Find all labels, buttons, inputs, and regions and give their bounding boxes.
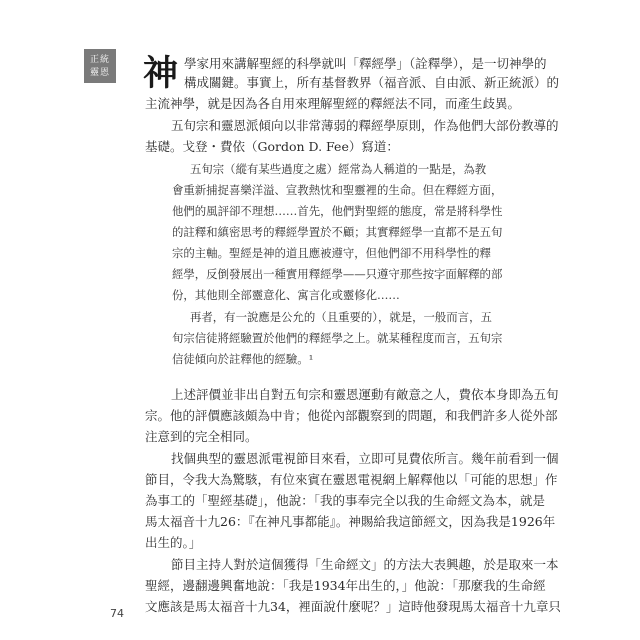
body-line: 聖經，邊翻邊興奮地說：「我是1934年出生的，」他說：「那麼我的生命經 [145, 578, 546, 593]
drop-cap: 神 [143, 53, 179, 94]
quote-line: 宗的主軸。聖經是神的道且應被遵守，但他們卻不用科學性的釋 [172, 246, 491, 260]
page-number: 74 [110, 607, 124, 620]
body-line: 主流神學，就是因為各自用來理解聖經的釋經法不同，而產生歧異。 [145, 96, 521, 111]
body-line: 找個典型的靈恩派電視節目來看，立即可見費依所言。幾年前看到一個 [171, 451, 559, 466]
body-line: 五旬宗和靈恩派傾向以非常薄弱的釋經學原則，作為他們大部份教導的 [171, 118, 559, 133]
body-line: 出生的。」 [145, 535, 202, 550]
body-line: 為事工的「聖經基礎」，他說：「我的事奉完全以我的生命經文為本，就是 [145, 493, 546, 508]
body-line: 宗。他的評價應該頗為中肯；他從內部觀察到的問題，和我們許多人從外部 [145, 408, 558, 423]
body-line: 文應該是馬太福音十九34，裡面說什麼呢？」這時他發現馬太福音十九章只 [145, 599, 561, 614]
body-line: 節目主持人對於這個獲得「生命經文」的方法大表興趣，於是取來一本 [171, 557, 559, 572]
body-line: 注意到的完全相同。 [145, 429, 258, 444]
badge-line-2: 靈恩 [89, 67, 110, 78]
chapter-tab-badge [84, 49, 116, 83]
body-line: 馬太福音十九26：『在神凡事都能』。神賜給我這節經文，因為我是1926年 [145, 514, 556, 529]
body-line: 構成關鍵。事實上，所有基督教界（福音派、自由派、新正統派）的 [184, 75, 560, 90]
quote-line: 旬宗信徒將經驗置於他們的釋經學之上。就某種程度而言，五旬宗 [172, 331, 503, 345]
quote-line: 份，其他則全部靈意化、寓言化或靈修化…… [172, 288, 400, 302]
body-line: 基礎。戈登・費依（Gordon D. Fee）寫道： [145, 139, 399, 154]
quote-line: 的註釋和縝密思考的釋經學置於不顧；其實釋經學一直都不是五旬 [172, 225, 503, 239]
quote-line: 會重新捕捉喜樂洋溢、宣教熱忱和聖靈裡的生命。但在釋經方面， [172, 183, 503, 197]
badge-line-1: 正統 [89, 54, 110, 65]
quote-line: 經學，反倒發展出一種實用釋經學——只遵守那些按字面解釋的部 [172, 267, 503, 281]
body-line: 學家用來講解聖經的科學就叫「釋經學」（詮釋學），是一切神學的 [184, 56, 547, 71]
body-line: 上述評價並非出自對五旬宗和靈恩運動有敵意之人，費依本身即為五旬 [171, 387, 559, 402]
body-line: 節目，令我大為驚駭，有位來賓在靈恩電視網上解釋他以「可能的思想」作 [145, 472, 558, 487]
quote-line: 他們的風評卻不理想……首先，他們對聖經的態度，常是將科學性 [172, 204, 503, 218]
quote-line: 五旬宗（縱有某些過度之處）經常為人稱道的一點是，為教 [190, 162, 487, 176]
quote-line: 再者，有一說應是公允的（且重要的），就是，一般而言，五 [190, 310, 492, 324]
quote-line: 信徒傾向於註釋他的經驗。¹ [172, 352, 314, 366]
